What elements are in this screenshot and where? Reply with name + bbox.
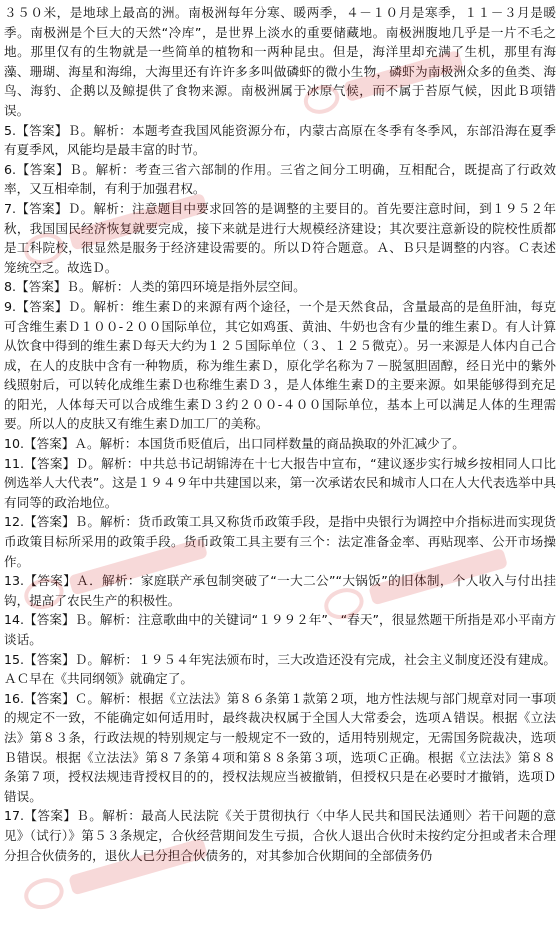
answer-10: 10.【答案】Ａ。解析：本国货币贬值后，出口同样数量的商品换取的外汇减少了。 [4, 436, 465, 452]
answer-16: 16.【答案】Ｃ。解析：根据《立法法》第８６条第１款第２项，地方性法规与部门规章对同一事项的规定不一致，不能确定如何适用时，最终裁决权属于全国人大常委会，选项Ａ错误。根据《立法法》第８３条，行政法规的特别规定与一般规定不一致的，适用特别规定，无需国务院裁决，选项Ｂ错误。根据《立法法》第８７条第４项和第８８条第３项，选项Ｃ正确。根据《立法法》第８８条第７项，授权法规违背授权目的的，授权法规应当被撤销，但授权只是在必要时才撤销，选项Ｄ错误。 [4, 690, 556, 804]
answer-11: 11.【答案】Ｄ。解析：中共总书记胡锦涛在十七大报告中宣布，“建议逐步实行城乡按相同人口比例选举人大代表”。这是１９４９年中共建国以来，第一次承诺农民和城市人口在人大代表选举中具有同等的政治地位。 [4, 455, 556, 510]
answer-15: 15.【答案】Ｄ。解析：１９５４年宪法颁布时，三大改造还没有完成，社会主义制度还没有建成。ＡＣ早在《共同纲领》就确定了。 [4, 651, 556, 687]
answer-13: 13.【答案】Ａ．解析：家庭联产承包制突破了“一大二公”“大锅饭”的旧体制，个人收入与付出挂钩，提高了农民生产的积极性。 [4, 573, 556, 608]
answer-14: 14.【答案】Ｂ。解析：注意歌曲中的关键词“１９９２年”、“春天”，很显然题干所指是邓小平南方谈话。 [4, 612, 556, 647]
answer-9: 9.【答案】Ｄ。解析：维生素Ｄ的来源有两个途径，一个是天然食品，含量最高的是鱼肝油，每克可含维生素Ｄ１００-２００国际单位，其它如鸡蛋、黄油、牛奶也含有少量的维生素Ｄ。有人计算从饮食中得到的维生素Ｄ每天大约为１２５国际单位（３、１２５微克）。另一来源是人体内自己合成，在人的皮肤中含有一种物质，称为维生素Ｄ，原化学名称为７－脱氢胆固醇，经日光中的紫外线照射后，可以转化成维生素Ｄ也称维生素Ｄ３，是人体维生素Ｄ的主要来源。如果能够得到充足的阳光，人体每天可以合成维生素Ｄ３约２００-４００国际单位，基本上可以满足人体的生理需要。所以人的皮肤又有维生素Ｄ加工厂的美称。 [4, 298, 556, 432]
answer-7: 7.【答案】Ｄ。解析：注意题目中要求回答的是调整的主要目的。首先要注意时间，到１９５２年秋，我国国民经济恢复就要完成，接下来就是进行大规模经济建设；其次要注意新设的院校性质都是工科院校，很显然是服务于经济建设需要的。所以Ｄ符合题意。Ａ、Ｂ只是调整的内容。Ｃ表述笼统空乏。故选Ｄ。 [4, 200, 557, 275]
answer-text-block [4, 3, 556, 931]
paragraph-continuation: ３５０米，是地球上最高的洲。南极洲每年分寒、暖两季，４－１０月是寒季，１１－３月是暖季。南极洲是个巨大的天然“冷库”，是世界上淡水的重要储藏地。南极洲腹地几乎是一片不毛之地。那里仅有的生物就是一些简单的植物和一两种昆虫。但是，海洋里却充满了生机，那里有海藻、珊瑚、海星和海绵，大海里还有许许多多叫做磷虾的微小生物，磷虾为南极洲众多的鱼类、海鸟、海豹、企鹅以及鲸提供了食物来源。南极洲属于冰原气候，而不属于苔原气候，因此Ｂ项错误。 [4, 5, 556, 118]
answer-17: 17.【答案】Ｂ。解析：最高人民法院《关于贯彻执行〈中华人民共和国民法通则〉若干问题的意见》（试行）》第５３条规定，合伙经营期间发生亏损，合伙人退出合伙时未按约定分担或者未合理分担合伙债务的，退伙人已分担合伙债务的，对其参加合伙期间的全部债务仍 [4, 808, 556, 863]
answer-5: 5.【答案】Ｂ。解析：本题考查我国风能资源分布，内蒙古高原在冬季有冬季风，东部沿海在夏季有夏季风，风能均是最丰富的时节。 [4, 122, 556, 158]
answer-8: 8.【答案】Ｂ。解析：人类的第四环境是指外层空间。 [4, 279, 306, 295]
answer-12: 12.【答案】Ｂ。解析：货币政策工具又称货币政策手段，是指中央银行为调控中介指标进而实现货币政策目标所采用的政策手段。货币政策工具主要有三个：法定准备金率、再贴现率、公开市场操作。 [4, 514, 556, 569]
answer-6: 6.【答案】Ｂ。解析：考查三省六部制的作用。三省之间分工明确，互相配合，既提高了行政效率，又互相牵制，有利于加强君权。 [4, 161, 556, 197]
